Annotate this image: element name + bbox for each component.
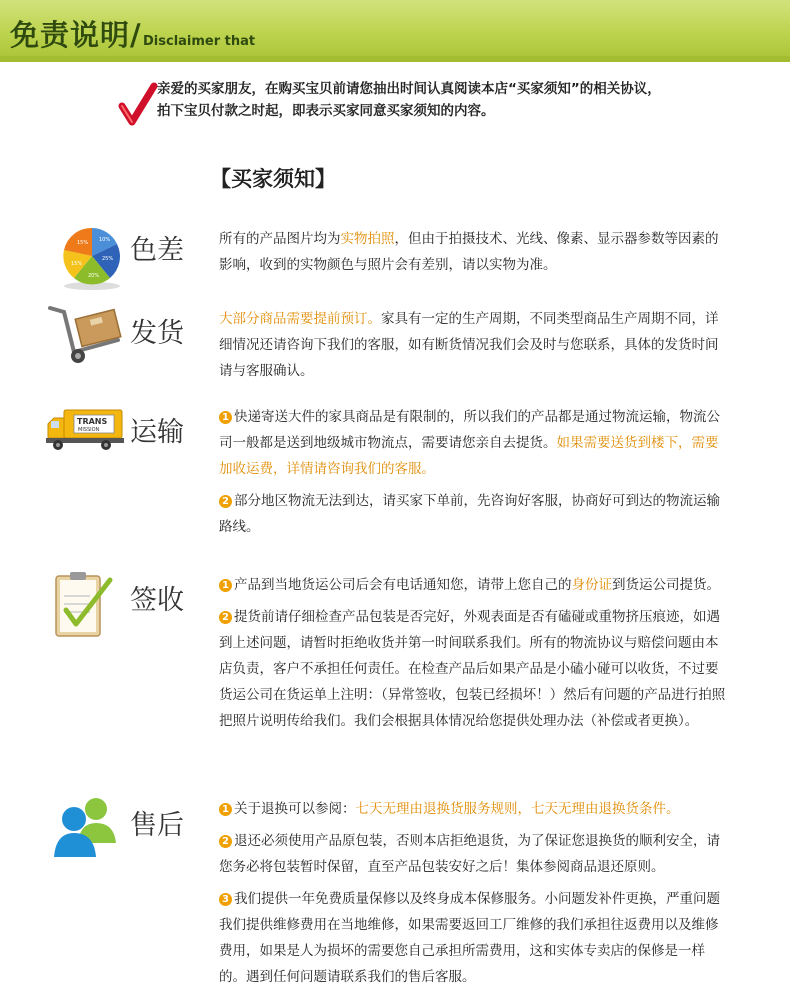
header-banner [0, 0, 790, 62]
users-icon [52, 795, 122, 861]
pie-label-2: 25% [102, 256, 114, 262]
header-subtitle: Disclaimer that [143, 34, 256, 49]
section-text-shipping: 大部分商品需要提前预订。家具有一定的生产周期，不同类型商品生产周期不同，详细情况还请咨询下我们的客服，如有断货情况我们会及时与您联系，具体的发货时间请与客服确认。 [219, 311, 719, 379]
pie-label-1: 10% [99, 237, 111, 243]
number-badge: 3 [219, 893, 232, 906]
pie-chart-icon [52, 220, 132, 292]
pie-label-5: 15% [77, 240, 89, 246]
highlight-id-card: 身份证 [571, 577, 612, 593]
truck-text: TRANS [77, 417, 108, 426]
number-badge: 1 [219, 411, 232, 424]
intro-line-2: 拍下宝贝付款之时起，即表示买家同意买家须知的内容。 [157, 103, 495, 119]
hand-truck-icon [44, 300, 132, 366]
number-badge: 1 [219, 579, 232, 592]
header-title: 免责说明/ [10, 18, 142, 52]
section-label-sign: 签收 [130, 585, 184, 616]
highlight-real-photo: 实物拍照 [340, 231, 395, 247]
truck-icon [44, 408, 126, 452]
section-label-aftersale: 售后 [130, 810, 184, 841]
number-badge: 1 [219, 803, 232, 816]
section-text-sign: 1 产品到当地货运公司后会有电话通知您，请带上您自己的身份证到货运公司提货。 2 提货前请仔细检查产品包装是否完好，外观表面是否有磕碰或重物挤压痕迹，如遇到上述问题，请暂时拒绝收货并第一时间联系我们。所有的物流协议与赔偿问题由本店负责，客户不承担任何责任。在检查产品后如果产品是小磕小碰可以收货，不过要货运公司在货运单上注明：（异常签收，包装已经损坏！）然后有问题的产品进行拍照把照片说明传给我们。我们会根据具体情况给您提供处理办法（补偿或者更换）。 [219, 577, 726, 729]
highlight-preorder: 大部分商品需要提前预订。 [219, 311, 381, 327]
notice-title: 【买家须知】 [210, 167, 336, 191]
clipboard-check-icon [50, 570, 116, 646]
intro-line-1: 亲爱的买家朋友，在购买宝贝前请您抽出时间认真阅读本店“买家须知”的相关协议， [157, 81, 661, 97]
highlight-extra-fee: 如果需要送货到楼下，需要加收运费，详情请咨询我们的客服。 [219, 435, 719, 477]
section-label-transport: 运输 [130, 417, 184, 448]
truck-subtext: MISSION [78, 427, 100, 433]
section-label-shipping: 发货 [130, 318, 184, 349]
pie-label-3: 20% [88, 273, 100, 279]
intro-text [157, 78, 757, 122]
number-badge: 2 [219, 611, 232, 624]
highlight-seven-day-return: 七天无理由退换货服务规则，七天无理由退换货条件。 [355, 801, 680, 817]
number-badge: 2 [219, 495, 232, 508]
number-badge: 2 [219, 835, 232, 848]
section-label-color: 色差 [130, 235, 184, 266]
section-text-transport: 1 快递寄送大件的家具商品是有限制的，所以我们的产品都是通过物流运输，物流公司一般都是送到地级城市物流点，需要请您亲自去提货。如果需要送货到楼下，需要加收运费，详情请咨询我们的客服。 2 部分地区物流无法到达，请买家下单前，先咨询好客服，协商好可到达的物流运输路线。 [219, 409, 720, 535]
red-check-icon [118, 80, 158, 130]
section-text-color: 所有的产品图片均为实物拍照，但由于拍摄技术、光线、像素、显示器参数等因素的影响，收到的实物颜色与照片会有差别，请以实物为准。 [219, 231, 719, 273]
pie-label-4: 15% [71, 261, 83, 267]
section-text-aftersale: 1 关于退换可以参阅：七天无理由退换货服务规则，七天无理由退换货条件。 2 退还必须使用产品原包装，否则本店拒绝退货，为了保证您退换货的顺利安全，请您务必将包装暂时保留，直至产品包装安好之后！集体参阅商品退还原则。 3 我们提供一年免费质量保修以及终身成本保修服务。小问题发补件更换，严重问题我们提供维修费用在当地维修，如果需要返回工厂维修的我们承担往返费用以及维修费用，如果是人为损坏的需要您自己承担所需费用，这和实体专卖店的保修是一样的。遇到任何问题请联系我们的售后客服。 [219, 801, 720, 985]
